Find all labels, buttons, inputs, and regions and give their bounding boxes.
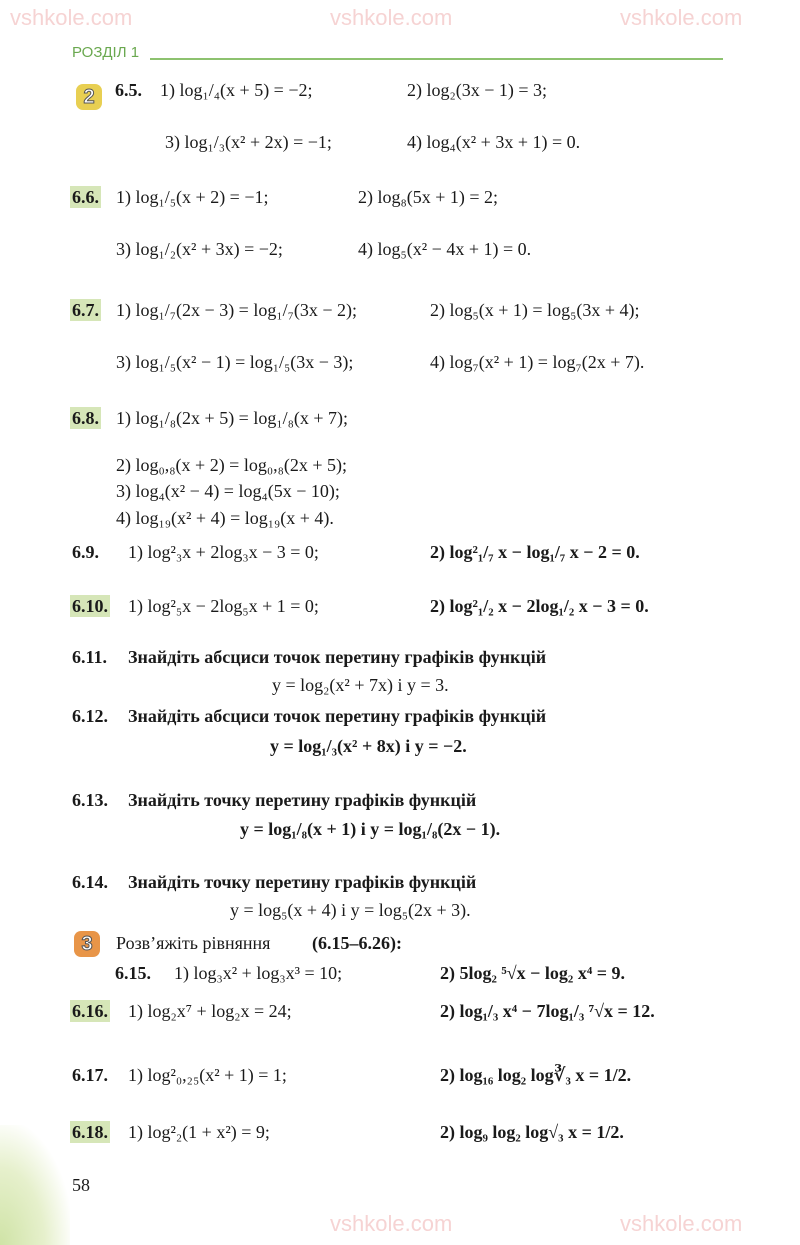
exercise-part: 1) log²₂(1 + x²) = 9; xyxy=(128,1122,270,1142)
exercise-part: 1) log²₀,₂₅(x² + 1) = 1; xyxy=(128,1065,287,1085)
exercise-part: 2) log₉ log₂ log√₃ x = 1/2. xyxy=(440,1122,624,1142)
exercise-formula: y = log₂(x² + 7x) і y = 3. xyxy=(272,675,449,695)
level-2-badge-icon: 2 xyxy=(76,84,102,110)
exercise-part: 3) log₁/₃(x² + 2x) = −1; xyxy=(165,132,332,152)
exercise-part: 1) log₁/₄(x + 5) = −2; xyxy=(160,80,313,100)
section-header: РОЗДІЛ 1 xyxy=(72,44,140,61)
exercise-part: 2) log²₁/₇ x − log₁/₇ x − 2 = 0. xyxy=(430,542,640,562)
exercise-formula: y = log₅(x + 4) і y = log₅(2x + 3). xyxy=(230,900,471,920)
exercise-number: 6.10. xyxy=(72,596,108,616)
exercise-part: 2) log₀,₈(x + 2) = log₀,₈(2x + 5); xyxy=(116,455,348,475)
watermark: vshkole.com xyxy=(620,1211,743,1236)
exercise-number: 6.13. xyxy=(72,790,108,810)
exercise-part: 4) log₁₉(x² + 4) = log₁₉(x + 4). xyxy=(116,508,334,528)
exercise-number: 6.18. xyxy=(72,1122,108,1142)
exercise-number: 6.8. xyxy=(72,408,99,428)
exercise-part: 3) log₁/₂(x² + 3x) = −2; xyxy=(116,239,283,259)
exercise-number: 6.17. xyxy=(72,1065,108,1085)
exercise-part: 2) log₁/₃ x⁴ − 7log₁/₃ ⁷√x = 12. xyxy=(440,1001,655,1021)
exercise-text: Знайдіть точку перетину графіків функцій xyxy=(128,872,477,892)
exercise-text: Знайдіть абсциси точок перетину графіків функцій xyxy=(128,647,547,667)
exercise-part: 2) log²₁/₂ x − 2log₁/₂ x − 3 = 0. xyxy=(430,596,649,616)
exercise-number: 6.15. xyxy=(115,963,151,983)
exercise-part: 2) log₅(x + 1) = log₅(3x + 4); xyxy=(430,300,640,320)
watermark: vshkole.com xyxy=(10,5,133,30)
exercise-part: 4) log₇(x² + 1) = log₇(2x + 7). xyxy=(430,352,645,372)
page-number: 58 xyxy=(72,1175,90,1195)
header-divider xyxy=(150,58,723,60)
exercise-part: 4) log₅(x² − 4x + 1) = 0. xyxy=(358,239,532,259)
exercise-part: 2) log₁₆ log₂ log∛₃ x = 1/2. xyxy=(440,1065,632,1085)
exercise-text: Знайдіть абсциси точок перетину графіків функцій xyxy=(128,706,547,726)
exercise-number: 6.12. xyxy=(72,706,108,726)
exercise-part: 1) log²₅x − 2log₅x + 1 = 0; xyxy=(128,596,319,616)
exercise-part: 4) log₄(x² + 3x + 1) = 0. xyxy=(407,132,581,152)
exercise-number: 6.14. xyxy=(72,872,108,892)
decorative-leaf xyxy=(0,1125,70,1245)
exercise-number: 6.7. xyxy=(72,300,99,320)
exercise-part: 1) log₃x² + log₃x³ = 10; xyxy=(174,963,343,983)
exercise-part: 3) log₄(x² − 4) = log₄(5x − 10); xyxy=(116,481,340,501)
exercise-part: 3) log₁/₅(x² − 1) = log₁/₅(3x − 3); xyxy=(116,352,354,372)
exercise-part: 2) 5log₂ ⁵√x − log₂ x⁴ = 9. xyxy=(440,963,625,983)
exercise-part: 1) log₁/₈(2x + 5) = log₁/₈(x + 7); xyxy=(116,408,349,428)
exercise-number: 6.11. xyxy=(72,647,108,667)
watermark: vshkole.com xyxy=(330,5,453,30)
exercise-formula: y = log₁/₈(x + 1) і y = log₁/₈(2x − 1). xyxy=(240,819,501,839)
exercise-number: 6.9. xyxy=(72,542,99,562)
exercise-part: 1) log₁/₇(2x − 3) = log₁/₇(3x − 2); xyxy=(116,300,358,320)
exercise-number: 6.16. xyxy=(72,1001,108,1021)
level-3-badge-icon: 3 xyxy=(74,931,100,957)
exercise-formula: y = log₁/₃(x² + 8x) і y = −2. xyxy=(270,736,467,756)
exercise-part: 1) log₁/₅(x + 2) = −1; xyxy=(116,187,269,207)
section-range: (6.15–6.26): xyxy=(312,933,402,953)
exercise-part: 2) log₈(5x + 1) = 2; xyxy=(358,187,499,207)
exercise-part: 2) log₂(3x − 1) = 3; xyxy=(407,80,548,100)
exercise-part: 1) log²₃x + 2log₃x − 3 = 0; xyxy=(128,542,319,562)
section-instruction: Розв’яжіть рівняння xyxy=(116,933,271,953)
watermark: vshkole.com xyxy=(620,5,743,30)
exercise-part: 1) log₂x⁷ + log₂x = 24; xyxy=(128,1001,292,1021)
watermark: vshkole.com xyxy=(330,1211,453,1236)
exercise-number: 6.5. xyxy=(115,80,142,100)
exercise-text: Знайдіть точку перетину графіків функцій xyxy=(128,790,477,810)
exercise-number: 6.6. xyxy=(72,187,99,207)
